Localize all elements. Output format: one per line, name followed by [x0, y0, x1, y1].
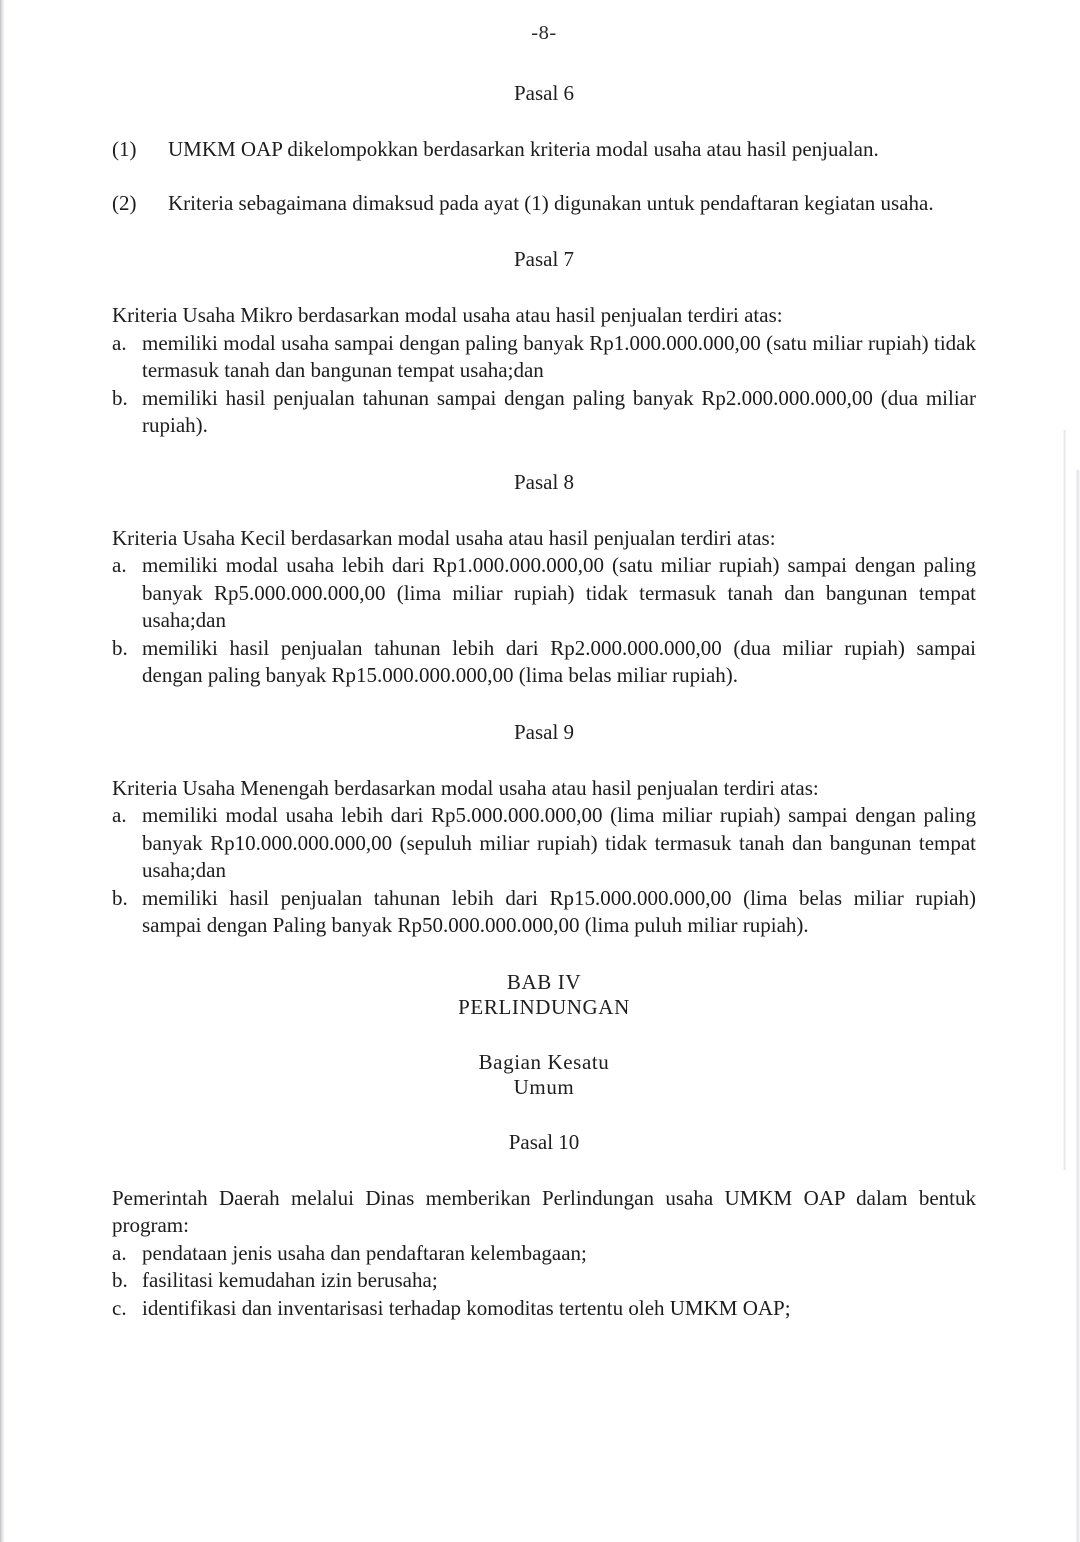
heading-pasal-7: Pasal 7 — [513, 247, 575, 271]
list-item — [112, 1295, 976, 1323]
heading-bab-label: BAB IV — [506, 969, 582, 994]
pasal-8-lead: Kriteria Usaha Kecil berdasarkan modal usaha atau hasil penjualan terdiri atas: — [112, 525, 776, 550]
list-item-marker: a. — [112, 803, 127, 827]
pasal-7-lead: Kriteria Usaha Mikro berdasarkan modal usaha atau hasil penjualan terdiri atas: — [112, 303, 783, 327]
list-item — [112, 1267, 976, 1295]
list-item-marker: c. — [112, 1295, 127, 1320]
page-number: -8- — [531, 22, 557, 44]
list-item-text: memiliki modal usaha sampai dengan paling banyak Rp1.000.000.000,00 (satu miliar rupiah) tidak termasuk tanah dan bangunan tempat usaha;dan — [142, 330, 976, 382]
ayat-item — [112, 136, 976, 164]
pasal-9-lead: Kriteria Usaha Menengah berdasarkan modal usaha atau hasil penjualan terdiri atas: — [112, 775, 819, 800]
list-item-marker: a. — [112, 553, 127, 577]
list-item — [112, 885, 976, 940]
list-item-text: memiliki modal usaha lebih dari Rp1.000.000.000,00 (satu miliar rupiah) sampai dengan paling banyak Rp5.000.000.000,00 (lima miliar rupiah) tidak termasuk tanah dan bangunan tempat usaha;dan — [142, 553, 976, 632]
list-item-marker: b. — [112, 885, 128, 910]
ayat-marker: (1) — [112, 137, 137, 161]
heading-pasal-10: Pasal 10 — [508, 1129, 580, 1154]
list-item-marker: b. — [112, 385, 128, 410]
scan-edge-artifact-right-outer — [1076, 470, 1080, 1542]
list-item — [112, 552, 976, 635]
list-item — [112, 635, 976, 690]
list-item-text: memiliki hasil penjualan tahunan lebih dari Rp15.000.000.000,00 (lima belas miliar rupiah) sampai dengan Paling banyak Rp50.000.000.000,00 (lima puluh miliar rupiah). — [142, 885, 976, 937]
ayat-marker: (2) — [112, 190, 137, 215]
pasal-10-lead: Pemerintah Daerah melalui Dinas memberikan Perlindungan usaha UMKM OAP dalam bentuk program: — [112, 1185, 976, 1237]
list-item-text: memiliki hasil penjualan tahunan lebih dari Rp2.000.000.000,00 (dua miliar rupiah) sampai dengan paling banyak Rp15.000.000.000,00 (lima belas miliar rupiah). — [142, 635, 976, 687]
list-item-marker: a. — [112, 330, 127, 355]
list-item — [112, 385, 976, 440]
list-item-text: fasilitasi kemudahan izin berusaha; — [142, 1268, 438, 1292]
list-item-text: pendataan jenis usaha dan pendaftaran kelembagaan; — [142, 1240, 587, 1265]
heading-bagian-label: Bagian Kesatu — [478, 1049, 610, 1074]
list-item — [112, 802, 976, 885]
heading-bagian-title: Umum — [513, 1074, 575, 1099]
list-item-marker: b. — [112, 635, 128, 660]
list-item-marker: b. — [112, 1268, 128, 1292]
heading-pasal-6: Pasal 6 — [513, 81, 575, 105]
ayat-text: Kriteria sebagaimana dimaksud pada ayat (1) digunakan untuk pendaftaran kegiatan usaha. — [168, 190, 934, 215]
ayat-text: UMKM OAP dikelompokkan berdasarkan kriteria modal usaha atau hasil penjualan. — [168, 137, 879, 161]
list-item-text: memiliki hasil penjualan tahunan sampai dengan paling banyak Rp2.000.000.000,00 (dua miliar rupiah). — [142, 385, 976, 437]
page-content — [112, 0, 976, 1322]
ayat-item — [112, 190, 976, 218]
list-item — [112, 1240, 976, 1268]
list-item — [112, 330, 976, 385]
list-item-marker: a. — [112, 1240, 127, 1265]
heading-bab-title: PERLINDUNGAN — [458, 994, 630, 1019]
list-item-text: identifikasi dan inventarisasi terhadap komoditas tertentu oleh UMKM OAP; — [142, 1295, 791, 1320]
scan-edge-artifact-right — [1063, 430, 1066, 1170]
heading-pasal-8: Pasal 8 — [513, 469, 575, 494]
scan-edge-artifact-left — [0, 0, 5, 1542]
heading-pasal-9: Pasal 9 — [513, 719, 575, 744]
list-item-text: memiliki modal usaha lebih dari Rp5.000.000.000,00 (lima miliar rupiah) sampai dengan paling banyak Rp10.000.000.000,00 (sepuluh miliar rupiah) tidak termasuk tanah dan bangunan tempat usaha;dan — [142, 803, 976, 882]
